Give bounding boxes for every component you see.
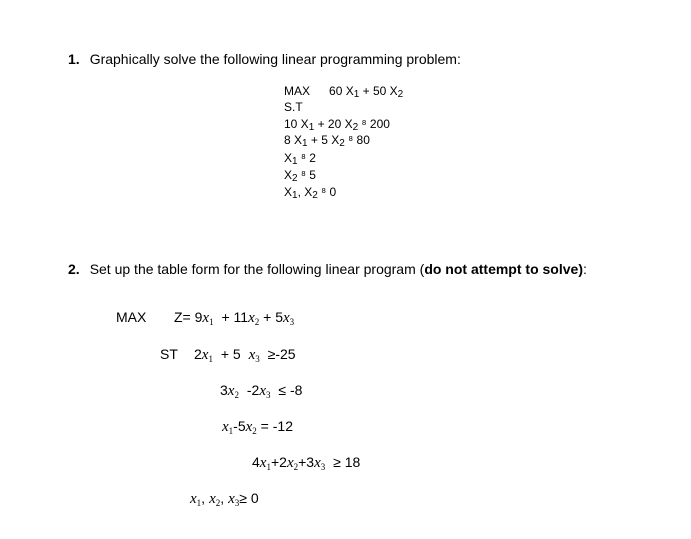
coef: 3 xyxy=(220,382,228,398)
subscript: 2 xyxy=(312,190,318,201)
question-2 xyxy=(68,261,587,277)
term: 10 X xyxy=(284,117,309,131)
rhs: ≤ -8 xyxy=(274,382,303,398)
variable xyxy=(222,419,233,435)
variable xyxy=(190,491,201,507)
subscript: 1 xyxy=(292,190,298,201)
subscript: 1 xyxy=(292,156,298,167)
coef: -5 xyxy=(233,418,246,434)
subscript: 2 xyxy=(254,317,260,327)
max-label: MAX xyxy=(284,84,311,98)
rhs: ≥ 18 xyxy=(329,454,361,470)
subscript: 1 xyxy=(353,89,360,100)
variable-letter: x xyxy=(314,455,321,471)
subscript: 3 xyxy=(255,354,260,364)
constraint-2 xyxy=(220,382,302,400)
lp-constraint xyxy=(284,150,316,166)
variable-letter: x xyxy=(227,383,235,399)
variable-letter: x xyxy=(283,310,290,326)
lp-constraint xyxy=(284,132,370,148)
lp-objective xyxy=(284,83,403,99)
variable xyxy=(260,455,271,471)
variable-letter: x xyxy=(209,491,216,507)
question-text-end: : xyxy=(582,261,587,277)
coef: +3 xyxy=(298,454,315,470)
subscript: 2 xyxy=(292,173,298,184)
variable xyxy=(259,383,270,399)
term: , X xyxy=(297,185,313,199)
variable-letter: x xyxy=(248,310,255,326)
question-number: 1. xyxy=(68,51,80,67)
question-number: 2. xyxy=(68,261,80,277)
objective-term: + 50 X xyxy=(359,84,398,98)
coef: + 5 xyxy=(216,346,245,362)
variable-letter: x xyxy=(259,383,266,399)
variable-letter: x xyxy=(259,455,267,471)
question-text-bold: do not attempt to solve) xyxy=(424,261,583,277)
variable-letter: x xyxy=(222,419,229,435)
variable xyxy=(209,491,220,507)
term: 8 X xyxy=(284,133,303,147)
variable-letter: x xyxy=(228,491,235,507)
variable xyxy=(248,310,259,326)
coef: -2 xyxy=(242,382,260,398)
question-1 xyxy=(68,51,461,67)
subscript: 3 xyxy=(289,317,295,327)
variable xyxy=(228,383,239,399)
lp-st: S.T xyxy=(284,100,303,114)
question-text: Graphically solve the following linear programming problem: xyxy=(89,51,461,67)
coef: +2 xyxy=(270,454,287,470)
objective-coef: + 5 xyxy=(259,309,283,325)
rhs: ⁸ 200 xyxy=(358,117,390,131)
variable xyxy=(228,491,239,507)
lp-constraint xyxy=(284,116,390,132)
constraint-4 xyxy=(252,454,360,472)
variable-letter: x xyxy=(248,347,256,363)
variable-letter: x xyxy=(245,419,253,435)
rhs: ⁸ 5 xyxy=(297,168,316,182)
st-label: ST xyxy=(160,346,178,362)
separator: , xyxy=(201,490,206,506)
rhs: ≥-25 xyxy=(263,346,296,362)
subscript: 2 xyxy=(234,390,239,400)
subscript: 1 xyxy=(308,122,315,133)
max-label: MAX xyxy=(116,309,147,325)
variable-letter: x xyxy=(202,310,210,326)
constraint-1 xyxy=(194,346,296,364)
subscript: 1 xyxy=(266,462,271,472)
variable-letter: x xyxy=(190,491,197,507)
rhs: = -12 xyxy=(256,418,293,434)
rhs: ⁸ 80 xyxy=(344,133,370,147)
variable xyxy=(249,347,260,363)
subscript: 2 xyxy=(352,122,359,133)
question-text: Set up the table form for the following linear program ( xyxy=(89,261,425,277)
subscript: 1 xyxy=(209,317,214,327)
term: X xyxy=(284,168,293,182)
lp-nonnegativity xyxy=(284,184,336,200)
subscript: 2 xyxy=(215,498,221,508)
objective-term: 60 X xyxy=(329,84,354,98)
objective-coef: Z= 9 xyxy=(174,309,203,325)
subscript: 1 xyxy=(208,354,213,364)
subscript: 1 xyxy=(302,138,308,149)
variable xyxy=(246,419,257,435)
subscript: 3 xyxy=(265,390,271,400)
variable xyxy=(314,455,325,471)
rhs: ≥ 0 xyxy=(239,490,259,506)
subscript: 3 xyxy=(320,462,326,472)
variable xyxy=(202,347,213,363)
subscript: 3 xyxy=(234,498,240,508)
subscript: 1 xyxy=(228,426,234,436)
term: + 20 X xyxy=(314,117,353,131)
term: + 5 X xyxy=(307,133,340,147)
subscript: 1 xyxy=(196,498,202,508)
coef: 4 xyxy=(252,454,260,470)
rhs: ⁸ 2 xyxy=(297,151,316,165)
nonnegativity-constraint xyxy=(190,490,259,508)
objective-coef: + 11 xyxy=(217,309,249,325)
variable xyxy=(283,310,294,326)
subscript: 2 xyxy=(252,426,257,436)
variable-letter: x xyxy=(201,347,209,363)
subscript: 2 xyxy=(293,462,299,472)
term: X xyxy=(284,151,293,165)
variable xyxy=(287,455,298,471)
rhs: ⁸ 0 xyxy=(317,185,337,199)
objective-function xyxy=(174,309,294,327)
variable-letter: x xyxy=(286,455,294,471)
lp-constraint xyxy=(284,167,316,183)
constraint-3 xyxy=(222,418,293,436)
subscript: 2 xyxy=(339,138,345,149)
term: X xyxy=(284,185,293,199)
coef: 2 xyxy=(194,346,202,362)
variable xyxy=(202,310,213,326)
separator: , xyxy=(220,490,225,506)
subscript: 2 xyxy=(397,89,404,100)
